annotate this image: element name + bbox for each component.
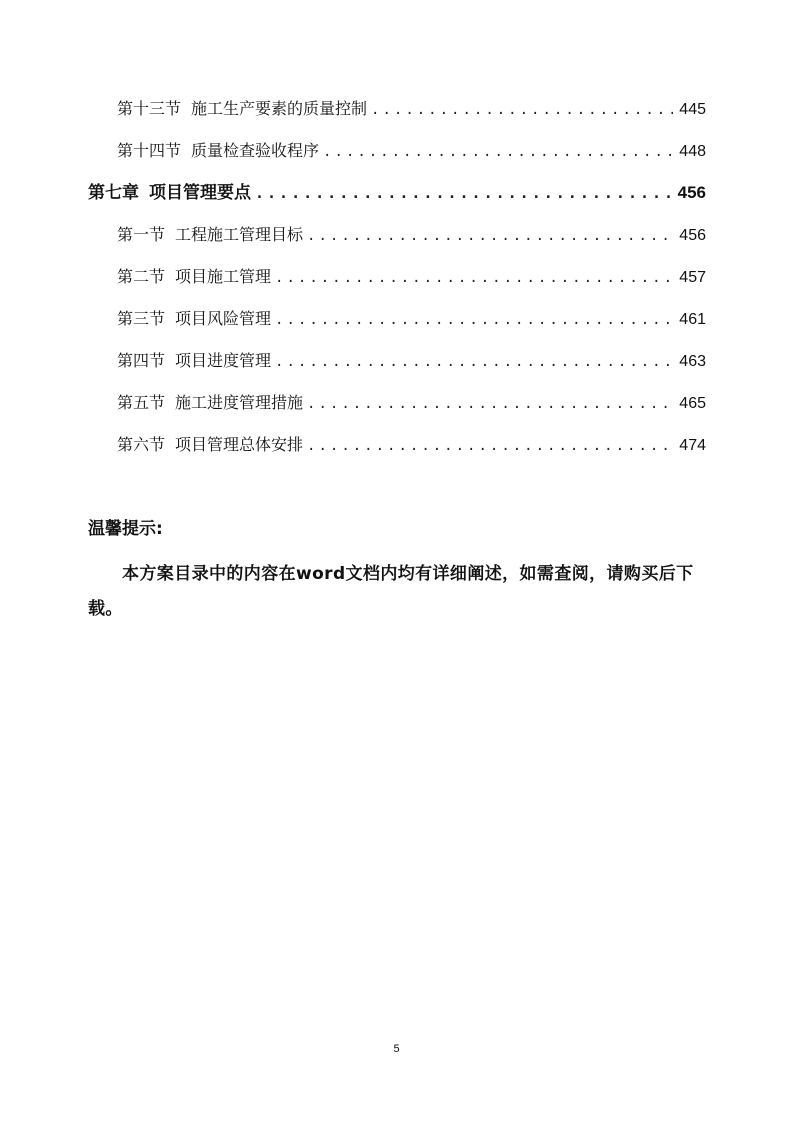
toc-section-number: 第六节 — [117, 435, 166, 454]
toc-section-title: 工程施工管理目标 — [175, 225, 304, 244]
toc-leader-dots — [323, 131, 673, 173]
toc-page-number: 463 — [679, 353, 706, 370]
toc-leader-dots — [307, 425, 673, 467]
toc-leader-dots — [307, 215, 673, 257]
toc-section-number: 第二节 — [117, 267, 166, 286]
toc-section-title: 施工生产要素的质量控制 — [191, 99, 368, 118]
toc-chapter-title: 项目管理要点 — [149, 183, 251, 203]
toc-section-number: 第十三节 — [117, 99, 182, 118]
toc-leader-dots — [255, 172, 672, 214]
toc-section-title: 施工进度管理措施 — [175, 393, 304, 412]
toc-section-title: 项目风险管理 — [175, 309, 272, 328]
toc-section-title: 项目管理总体安排 — [175, 435, 304, 454]
toc-chapter-entry[interactable] — [88, 172, 706, 214]
toc-section-title: 项目施工管理 — [175, 267, 272, 286]
toc-entry[interactable] — [88, 256, 706, 298]
toc-leader-dots — [275, 341, 673, 383]
toc-page-number: 474 — [679, 437, 706, 454]
toc-page-number: 461 — [679, 311, 706, 328]
toc-page-number: 465 — [679, 395, 706, 412]
toc-entry[interactable] — [88, 88, 706, 130]
toc-section-number: 第十四节 — [117, 141, 182, 160]
toc-section-number: 第五节 — [117, 393, 166, 412]
toc-chapter-number: 第七章 — [88, 183, 139, 203]
toc-section-number: 第一节 — [117, 225, 166, 244]
toc-page-number: 448 — [679, 143, 706, 160]
toc-entry[interactable] — [88, 130, 706, 172]
toc-leader-dots — [275, 299, 673, 341]
toc-section-title: 项目进度管理 — [175, 351, 272, 370]
toc-section-number: 第三节 — [117, 309, 166, 328]
toc-page-number: 445 — [679, 101, 706, 118]
toc-leader-dots — [371, 89, 673, 131]
toc-section-number: 第四节 — [117, 351, 166, 370]
toc-leader-dots — [307, 383, 673, 425]
tip-heading: 温馨提示: — [88, 519, 163, 539]
toc-leader-dots — [275, 257, 673, 299]
toc-entry[interactable] — [88, 382, 706, 424]
toc-page-number: 456 — [679, 227, 706, 244]
toc-page-number: 456 — [677, 183, 706, 202]
toc-entry[interactable] — [88, 214, 706, 256]
table-of-contents — [88, 88, 706, 466]
tip-body-text: 本方案目录中的内容在word文档内均有详细阐述，如需查阅，请购买后下载。 — [88, 564, 694, 619]
toc-entry[interactable] — [88, 340, 706, 382]
toc-entry[interactable] — [88, 424, 706, 466]
toc-section-title: 质量检查验收程序 — [191, 141, 320, 160]
page-number: 5 — [393, 1043, 400, 1055]
toc-entry[interactable] — [88, 298, 706, 340]
toc-page-number: 457 — [679, 269, 706, 286]
